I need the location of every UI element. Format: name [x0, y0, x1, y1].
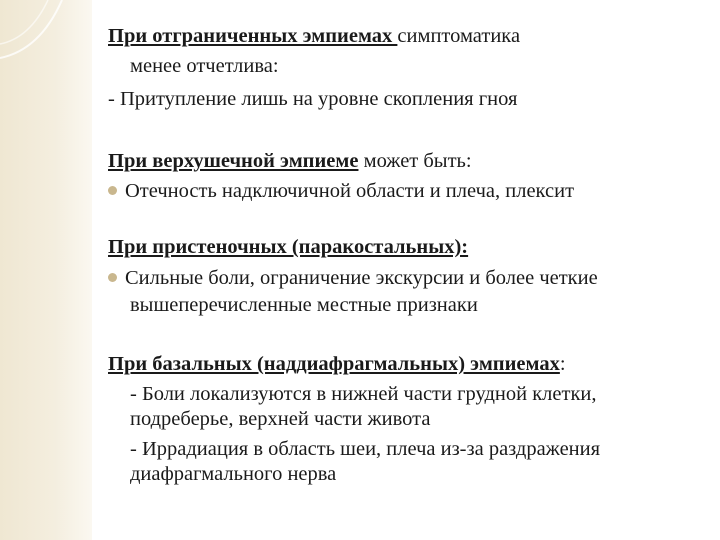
decorative-sidebar	[0, 0, 92, 540]
heading-limited-empyema: При отграниченных эмпиемах симптоматика	[108, 25, 521, 47]
heading-apical-empyema: При верхушечной эмпиеме может быть:	[108, 150, 472, 172]
dash-item-irradiation-cont: диафрагмального нерва	[130, 463, 337, 485]
dash-item-localization-cont: подреберье, верхней части живота	[130, 408, 431, 430]
bullet-icon	[108, 273, 117, 282]
dash-item-dullness: - Притупление лишь на уровне скопления гноя	[108, 88, 518, 110]
bullet-item-edema: Отечность надключичной области и плеча, плексит	[108, 179, 574, 203]
dash-item-irradiation: - Иррадиация в область шеи, плеча из-за раздражения	[130, 438, 601, 460]
heading-limited-empyema-cont: менее отчетлива:	[130, 55, 279, 77]
dash-item-localization: - Боли локализуются в нижней части грудной клетки,	[130, 383, 597, 405]
heading-parietal-empyema: При пристеночных (паракостальных):	[108, 236, 469, 258]
bullet-item-pain: Сильные боли, ограничение экскурсии и более четкие	[108, 266, 598, 290]
bullet-item-pain-cont: вышеперечисленные местные признаки	[130, 294, 478, 316]
heading-basal-empyema: При базальных (наддиафрагмальных) эмпиемах:	[108, 353, 566, 375]
corner-arc-decoration	[0, 0, 92, 60]
bullet-icon	[108, 186, 117, 195]
